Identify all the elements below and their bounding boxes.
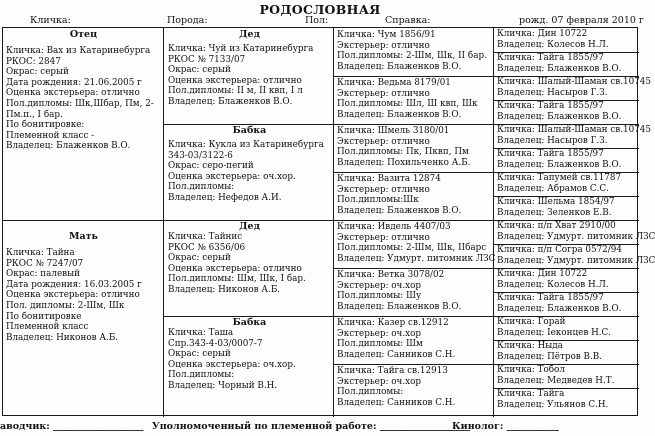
gg-grandparent-cell — [497, 197, 638, 218]
great-grandparent-cell — [337, 30, 492, 72]
grandparent-title: Дед — [239, 221, 260, 232]
grandparent-line: Кличка: Тайнис — [168, 232, 243, 242]
grandparent-line: Кличка: Чуй из Катаринебурга — [168, 44, 314, 54]
gg-grandparent-cell — [497, 173, 638, 194]
ancestor-line: Кличка: Чум 1856/91 — [337, 30, 436, 40]
gg-grandparent-cell — [497, 29, 638, 50]
ancestor-line: Кличка: Дин 10722 — [497, 29, 588, 39]
father-cell — [6, 29, 161, 152]
gg-grandparent-cell — [497, 125, 651, 146]
ancestor-line: Пол.дипломы: — [337, 387, 404, 398]
document-title: РОДОСЛОВНАЯ — [259, 2, 381, 17]
ancestor-line: Владелец: Колесов Н.Л. — [497, 279, 609, 290]
father-line: Дата рождения: 21.06.2005 г — [6, 77, 142, 88]
grandparent-line: Пол.дипломы: II м, II квп, I л — [168, 86, 303, 97]
grandparent-line: Окрас: серо-пегий — [168, 161, 254, 172]
great-grandparent-cell — [337, 222, 496, 264]
ancestor-line: Кличка: Ныда — [497, 341, 563, 351]
grandparent-line: Кличка: Таша — [168, 328, 234, 338]
grandparent-line: Оценка экстерьера: оч.хор. — [168, 359, 296, 370]
grandparent-cell — [168, 317, 331, 392]
ancestor-line: Владелец: Санников С.Н. — [337, 349, 456, 360]
ancestor-line: Кличка: Шмель 3180/01 — [337, 126, 450, 136]
ancestor-line: Экстерьер: отлично — [337, 136, 430, 147]
ancestor-line: Экстерьер: отлично — [337, 88, 430, 99]
ancestor-line: Кличка: Тайга 1855/97 — [497, 101, 604, 111]
father-line: Владелец: Блаженков В.О. — [6, 141, 131, 152]
ancestor-line: Владелец: Похильченко А.Б. — [337, 157, 471, 168]
gg-grandparent-cell — [497, 53, 638, 74]
gg-grandparent-cell — [497, 317, 638, 338]
mother-line: Оценка экстерьера: отлично — [6, 290, 140, 301]
header-birth-date: рожд. 07 февраля 2010 г — [519, 15, 644, 26]
ancestor-line: Кличка: п/п Согра 0572/94 — [497, 245, 622, 255]
mother-title: Мать — [68, 231, 98, 242]
grandparent-line: Оценка экстерьера: оч.хор. — [168, 171, 296, 182]
col-divider — [333, 28, 334, 417]
ancestor-line: Кличка: Шельма 1854/97 — [497, 197, 615, 207]
ancestor-line: Кличка: Тобол — [497, 365, 565, 375]
header-poroda: Порода: — [167, 15, 208, 26]
ancestor-line: Кличка: Тайга св.12913 — [337, 366, 448, 376]
father-title: Отец — [69, 29, 98, 40]
ancestor-line: Владелец: Удмурт. питомник ЛЗС — [497, 231, 655, 242]
ancestor-line: Владелец: Зеленков Е.В. — [497, 207, 612, 218]
grandparent-line: РКОС № 7133/07 — [168, 54, 246, 65]
grandparent-title: Бабка — [232, 125, 267, 136]
ancestor-line: Владелец: Удмурт. питомник ЛЗС — [337, 253, 496, 264]
ancestor-line: Кличка: Тайга 1855/97 — [497, 149, 604, 159]
ancestor-line: Экстерьер: отлично — [337, 184, 430, 195]
gg-grandparent-cell — [497, 149, 638, 170]
grandparent-cell — [168, 221, 331, 296]
ancestor-line: Экстерьер: отлично — [337, 40, 430, 51]
ancestor-line: Пол.дипломы: 2-Шм, Шк, ІІбарс — [337, 243, 487, 254]
gg-grandparent-cell — [497, 245, 655, 266]
grandparent-cell — [168, 29, 331, 108]
mother-cell — [6, 231, 161, 343]
footer-kinolog: Кинолог: ___________ — [452, 421, 559, 432]
header-spravka: Справка: — [385, 15, 431, 26]
ancestor-line: Кличка: Дин 10722 — [497, 269, 588, 279]
ancestor-line: Владелец: Санников С.Н. — [337, 397, 456, 408]
gg-grandparent-cell — [497, 221, 655, 242]
ancestor-line: Кличка: Ведьма 8179/01 — [337, 78, 451, 88]
ancestor-line: Пол.дипломы:Шк — [337, 195, 419, 206]
ancestor-line: Владелец: Блаженков В.О. — [337, 61, 462, 72]
mother-line: Окрас: палевый — [6, 269, 80, 280]
ancestor-line: Экстерьер: оч.хор — [337, 328, 422, 339]
ancestor-line: Владелец: Абрамов С.С. — [497, 183, 609, 194]
ancestor-line: Владелец: Iеконцев Н.С. — [497, 327, 612, 338]
father-line: Племенной класс - — [6, 130, 95, 141]
ancestor-line: Экстерьер: оч.хор — [337, 280, 422, 291]
grandparent-line: Окрас: серый — [168, 253, 231, 264]
great-grandparent-cell — [337, 270, 492, 312]
col-divider — [493, 28, 494, 417]
gg-grandparent-cell — [497, 293, 638, 314]
ancestor-line: Пол.дипломы: 2-Шм, Шк, II бар. — [337, 51, 487, 62]
mother-line: РКОС № 7247/07 — [6, 258, 84, 269]
ancestor-line: Владелец: Блаженков В.О. — [337, 301, 462, 312]
gg-grandparent-cell — [497, 389, 638, 410]
header-klichka: Кличка: — [30, 15, 71, 26]
grandparent-line: Владелец: Нефедов А.И. — [168, 192, 282, 203]
mother-line: Племенной класс — [6, 322, 89, 333]
grandparent-line: Пол.дипломы: — [168, 370, 235, 381]
grandparent-line: Владелец: Никонов А.Б. — [168, 284, 281, 295]
ancestor-line: Кличка: п/п Хват 2910/00 — [497, 221, 616, 231]
grandparent-line: Оценка экстерьера: отлично — [168, 75, 302, 86]
ancestor-line: Кличка: Ивдель 4407/03 — [337, 222, 451, 232]
father-line: Окрас: серый — [6, 67, 69, 78]
ancestor-line: Пол.дипломы: Шл, Ш квп, Шк — [337, 99, 478, 110]
grandparent-line: Владелец: Блаженков В.О. — [168, 96, 293, 107]
ancestor-line: Владелец: Насыров Г.З. — [497, 135, 608, 146]
mother-line: По бонитировке — [6, 311, 82, 322]
ancestor-line: Кличка: Тайга 1855/97 — [497, 53, 604, 63]
footer-authorized: Уполномоченный по племенной работе: ___________________ — [152, 421, 471, 432]
ancestor-line: Владелец: Блаженков В.О. — [497, 111, 622, 122]
grandparent-line: Спр.343-4-03/0007-7 — [168, 338, 263, 349]
gg-grandparent-cell — [497, 77, 651, 98]
father-line: По бонитировке: — [6, 120, 85, 131]
ancestor-line: Владелец: Удмурт. питомник ЛЗС — [497, 255, 655, 266]
gg-grandparent-cell — [497, 365, 638, 386]
pedigree-table — [2, 27, 655, 416]
ancestor-line: Кличка: Вазита 12874 — [337, 174, 441, 184]
ancestor-line: Пол.дипломы: Шм — [337, 339, 423, 350]
father-line: Оценка экстерьера: отлично — [6, 88, 140, 99]
grandparent-line: Пол.дипломы: — [168, 182, 235, 193]
ancestor-line: Кличка: Шалый-Шаман св.10745 — [497, 125, 651, 135]
father-line: Пол.дипломы: Шк,Шбар, Пм, 2- — [6, 98, 154, 109]
father-line: Кличка: Вах из Катаринебурга — [6, 46, 151, 56]
ancestor-line: Владелец: Блаженков В.О. — [497, 159, 622, 170]
ancestor-line: Пол.дипломы: Шу — [337, 291, 422, 302]
grandparent-line: Владелец: Чорный В.Н. — [168, 380, 278, 391]
ancestor-line: Владелец: Блаженков В.О. — [497, 63, 622, 74]
grandparent-line: Оценка экстерьера: отлично — [168, 263, 302, 274]
great-grandparent-cell — [337, 126, 492, 168]
ancestor-line: Кличка: Казер св.12912 — [337, 318, 449, 328]
ancestor-line: Кличка: Горай — [497, 317, 566, 327]
grandparent-title: Бабка — [232, 317, 267, 328]
gg-grandparent-cell — [497, 101, 638, 122]
gg-grandparent-cell — [497, 269, 638, 290]
footer-breeder: аводчик: ___________________ — [0, 421, 144, 432]
ancestor-line: Владелец: Колесов Н.Л. — [497, 39, 609, 50]
ancestor-line: Кличка: Тайга — [497, 389, 565, 399]
header-pol: Пол: — [305, 15, 329, 26]
great-grandparent-cell — [337, 366, 492, 408]
grandparent-line: Окрас: серый — [168, 349, 231, 360]
ancestor-line: Владелец: Блаженков В.О. — [337, 109, 462, 120]
ancestor-line: Владелец: Блаженков В.О. — [497, 303, 622, 314]
father-line: Пм.п., I бар. — [6, 109, 63, 120]
ancestor-line: Кличка: Шалый-Шаман св.10745 — [497, 77, 651, 87]
grandparent-line: Окрас: серый — [168, 65, 231, 76]
ancestor-line: Экстерьер: оч.хор — [337, 376, 422, 387]
mother-line: Кличка: Тайна — [6, 248, 75, 258]
great-grandparent-cell — [337, 78, 492, 120]
grandparent-line: Пол.дипломы: Шм, Шк, I бар. — [168, 274, 306, 285]
ancestor-line: Владелец: Ульянов С.Н. — [497, 399, 609, 410]
grandparent-line: РКОС № 6356/06 — [168, 242, 246, 253]
ancestor-line: Владелец: Блаженков В.О. — [337, 205, 462, 216]
ancestor-line: Владелец: Медведев Н.Т. — [497, 375, 615, 386]
mother-line: Пол. дипломы: 2-Шм, Шк — [6, 300, 125, 311]
grandparent-title: Дед — [239, 29, 260, 40]
mother-line: Владелец: Никонов А.Б. — [6, 332, 119, 343]
ancestor-line: Владелец: Насыров Г.З. — [497, 87, 608, 98]
grandparent-cell — [168, 125, 331, 204]
ancestor-line: Кличка: Тайга 1855/97 — [497, 293, 604, 303]
col-divider — [163, 28, 164, 417]
father-line: РКОС: 2847 — [6, 56, 61, 67]
great-grandparent-cell — [337, 174, 492, 216]
grandparent-line: Кличка: Кукла из Катаринебурга — [168, 140, 324, 150]
gg-grandparent-cell — [497, 341, 638, 362]
ancestor-line: Экстерьер: отлично — [337, 232, 430, 243]
ancestor-line: Владелец: Пётров В.В. — [497, 351, 603, 362]
ancestor-line: Кличка: Тапумей св.11787 — [497, 173, 622, 183]
ancestor-line: Кличка: Ветка 3078/02 — [337, 270, 445, 280]
grandparent-line: 343-03/3122-6 — [168, 150, 233, 161]
great-grandparent-cell — [337, 318, 492, 360]
mother-line: Дата рождения: 16.03.2005 г — [6, 279, 142, 290]
ancestor-line: Пол.дипломы: Пк, Пквп, Пм — [337, 147, 469, 158]
